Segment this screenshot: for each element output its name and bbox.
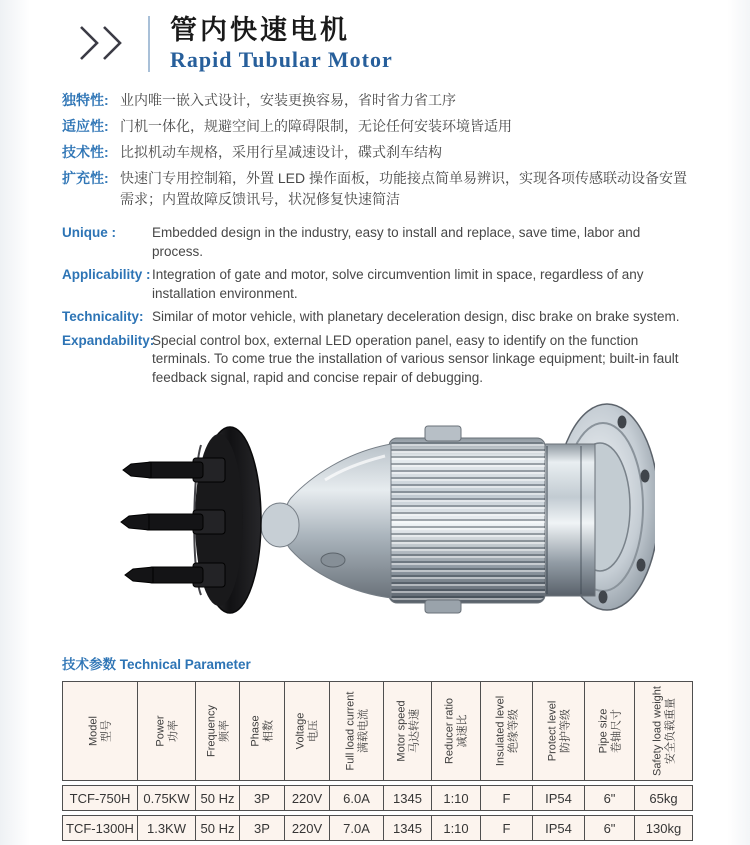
cell-model: TCF-750H <box>62 785 138 811</box>
feature-label: Unique : <box>62 225 116 240</box>
cell-motor-speed: 1345 <box>384 785 432 811</box>
cell-voltage: 220V <box>285 785 330 811</box>
col-label-zh: 电压 <box>307 720 319 742</box>
col-label-zh: 相数 <box>262 720 274 742</box>
feature-text: 比拟机动车规格，采用行星减速设计，碟式刹车结构 <box>120 144 442 160</box>
feature-row-zh <box>62 142 694 163</box>
cell-insulated-level: F <box>481 785 533 811</box>
table-row <box>62 815 693 841</box>
feature-text: 门机一体化，规避空间上的障碍限制，无论任何安装环境皆适用 <box>120 118 512 134</box>
col-label-en: Safety load weight <box>651 686 663 776</box>
col-label-zh: 马达转速 <box>407 709 420 753</box>
cell-protect-level: IP54 <box>533 785 585 811</box>
col-label-zh: 满载电流 <box>356 709 369 753</box>
cell-phase: 3P <box>240 785 285 811</box>
col-label-zh: 绝缘等级 <box>506 709 519 753</box>
col-label-zh: 型号 <box>100 720 112 742</box>
col-header-insulated-level <box>481 681 533 781</box>
double-chevron-right-icon <box>78 24 130 62</box>
col-label-en: Reducer ratio <box>443 697 456 765</box>
feature-text: 业内唯一嵌入式设计，安装更换容易，省时省力省工序 <box>120 92 456 108</box>
feature-label: Expandability: <box>62 332 155 348</box>
feature-label: Applicability : <box>62 267 151 282</box>
feature-row-en <box>62 266 694 303</box>
col-label-zh: 频率 <box>217 720 230 742</box>
prong <box>123 458 225 482</box>
product-photo <box>95 400 655 642</box>
cell-power: 1.3KW <box>138 815 196 841</box>
cell-safety-load-weight: 65kg <box>635 785 693 811</box>
header-row <box>62 681 693 781</box>
col-label-en: Protect level <box>546 700 558 762</box>
motor-nose <box>261 444 391 598</box>
col-label-en: Frequency <box>205 705 217 757</box>
cell-phase: 3P <box>240 815 285 841</box>
page-title-en: Rapid Tubular Motor <box>170 47 393 72</box>
feature-label: Technicality: <box>62 309 144 324</box>
cell-power: 0.75KW <box>138 785 196 811</box>
col-label-zh: 功率 <box>166 720 179 742</box>
col-header-voltage <box>285 681 330 781</box>
col-label-en: Power <box>154 715 166 747</box>
col-header-model <box>62 681 138 781</box>
cell-model: TCF-1300H <box>62 815 138 841</box>
col-header-protect-level <box>533 681 585 781</box>
technical-parameters-section <box>62 653 750 845</box>
col-label-zh: 卷轴尺寸 <box>609 709 622 753</box>
feature-label: 技术性: <box>62 144 109 160</box>
col-label-zh: 防护等级 <box>558 709 571 753</box>
feature-row-en <box>62 308 694 327</box>
cell-frequency: 50 Hz <box>196 785 240 811</box>
cell-voltage: 220V <box>285 815 330 841</box>
cell-pipe-size: 6" <box>585 785 635 811</box>
col-label-zh: 减速比 <box>456 714 468 748</box>
col-header-motor-speed <box>384 681 432 781</box>
feature-row-en <box>62 224 694 261</box>
features-en <box>62 224 694 387</box>
motor-neck <box>537 444 595 596</box>
cell-frequency: 50 Hz <box>196 815 240 841</box>
col-header-phase <box>240 681 285 781</box>
col-header-pipe-size <box>585 681 635 781</box>
cell-full-load-current: 6.0A <box>330 785 384 811</box>
col-label-en: Voltage <box>294 712 307 750</box>
col-label-zh: 安全负载重量 <box>663 698 676 764</box>
cell-safety-load-weight: 130kg <box>635 815 693 841</box>
cell-full-load-current: 7.0A <box>330 815 384 841</box>
col-label-en: Pipe size <box>597 708 609 754</box>
shaft-prongs <box>121 458 225 587</box>
page-header <box>0 0 750 78</box>
feature-label: 适应性: <box>62 118 109 134</box>
title-block <box>170 14 393 73</box>
feature-text: 快速门专用控制箱，外置 LED 操作面板，功能接点简单易辨识，实现各项传感联动设备安置需求；内置故障反馈讯号，状况修复快速简洁 <box>120 170 688 207</box>
cell-pipe-size: 6" <box>585 815 635 841</box>
feature-row-zh <box>62 168 694 210</box>
feature-text: Similar of motor vehicle, with planetary deceleration design, disc brake on brake system. <box>152 309 680 324</box>
features-zh <box>62 90 694 210</box>
col-label-en: Motor speed <box>395 700 407 762</box>
cell-reducer-ratio: 1:10 <box>432 815 481 841</box>
feature-row-en <box>62 332 694 388</box>
cell-protect-level: IP54 <box>533 815 585 841</box>
motor-body <box>389 426 545 613</box>
technical-parameter-table <box>62 677 693 845</box>
col-header-power <box>138 681 196 781</box>
col-label-en: Phase <box>249 715 262 747</box>
prong <box>121 510 225 534</box>
cell-motor-speed: 1345 <box>384 815 432 841</box>
table-row <box>62 785 693 811</box>
col-header-safety-load-weight <box>635 681 693 781</box>
feature-label: 扩充性: <box>62 170 109 186</box>
header-divider <box>148 16 150 72</box>
cell-reducer-ratio: 1:10 <box>432 785 481 811</box>
col-header-reducer-ratio <box>432 681 481 781</box>
cell-insulated-level: F <box>481 815 533 841</box>
col-label-en: Model <box>87 716 100 746</box>
col-header-full-load-current <box>330 681 384 781</box>
feature-row-zh <box>62 90 694 111</box>
prong <box>125 563 225 587</box>
feature-row-zh <box>62 116 694 137</box>
table-title: 技术参数 Technical Parameter <box>62 657 251 672</box>
feature-text: Integration of gate and motor, solve circumvention limit in space, regardless of any installation environment. <box>152 267 644 301</box>
col-label-en: Insulated level <box>494 695 506 767</box>
feature-text: Embedded design in the industry, easy to install and replace, save time, labor and process. <box>152 225 641 259</box>
feature-text: Special control box, external LED operation panel, easy to identify on the function terminals. To come true the installation of various sensor linkage equipment; built-in fault feedback signal, rapid and concise repair of debugging. <box>152 332 679 385</box>
page-title-zh: 管内快速电机 <box>170 15 350 45</box>
feature-label: 独特性: <box>62 92 109 108</box>
col-header-frequency <box>196 681 240 781</box>
col-label-en: Full load current <box>344 691 356 771</box>
